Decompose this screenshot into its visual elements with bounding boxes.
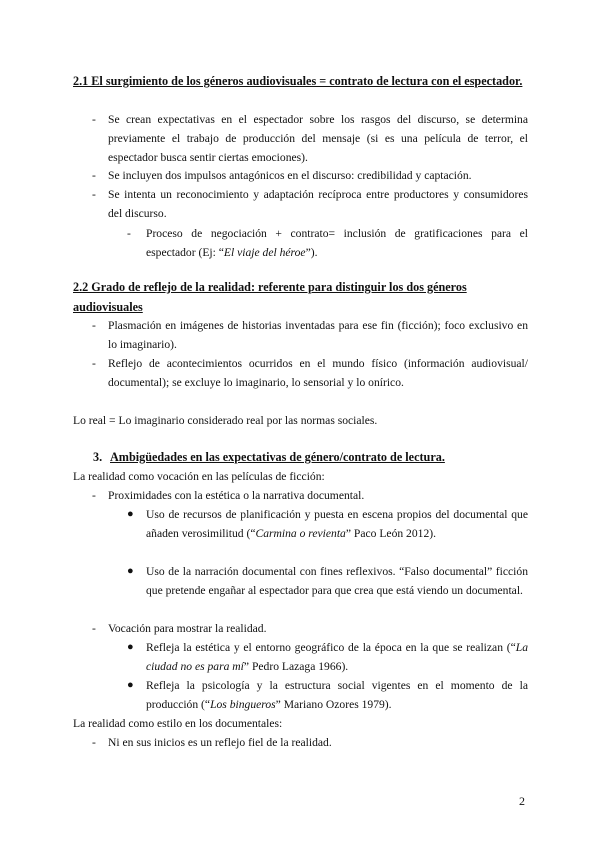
section-2-2-heading: 2.2 Grado de reflejo de la realidad: referente para distinguir los dos géneros audiovisuales (73, 280, 467, 314)
section-3-bullet: Refleja la estética y el entorno geográfico de la época en la que se realizan (“La ciudad no es para mí” Pedro Lazaga 1966). (146, 641, 528, 673)
section-2-1-item: Se intenta un reconocimiento y adaptación recíproca entre productores y consumidores del discurso. (108, 188, 528, 220)
bullet-marker: ● (127, 679, 134, 691)
section-3-item: Ni en sus inicios es un reflejo fiel de la realidad. (108, 736, 332, 749)
dash-marker: - (92, 113, 96, 126)
bullet-marker: ● (127, 565, 134, 577)
section-2-2-item: Plasmación en imágenes de historias inventadas para ese fin (ficción); foco exclusivo en lo imaginario). (108, 319, 528, 351)
section-3-bullet: Refleja la psicología y la estructura social vigentes en el momento de la producción (“Los bingueros” Mariano Ozores 1979). (146, 679, 528, 711)
section-2-1-item: Se crean expectativas en el espectador sobre los rasgos del discurso, se determina previamente el trabajo de producción del mensaje (si es una película de terror, el espectador busca sentir ciertas emociones). (108, 113, 528, 164)
dash-marker: - (127, 227, 131, 240)
section-2-1-heading: 2.1 El surgimiento de los géneros audiovisuales = contrato de lectura con el espectador. (73, 74, 523, 88)
dash-marker: - (92, 736, 96, 749)
section-3-bullet: Uso de recursos de planificación y puesta en escena propios del documental que añaden verosimilitud (“Carmina o revienta” Paco León 2012). (146, 508, 528, 540)
real-note: Lo real = Lo imaginario considerado real por las normas sociales. (73, 414, 378, 427)
section-2-1-subitem: Proceso de negociación + contrato= inclusión de gratificaciones para el espectador (Ej: “El viaje del héroe”). (146, 227, 528, 259)
section-3-number: 3. (93, 450, 103, 464)
documentary-intro: La realidad como estilo en los documentales: (73, 717, 283, 730)
section-2-2-item: Reflejo de acontecimientos ocurridos en el mundo físico (información audiovisual/ documental); se excluye lo imaginario, lo sensorial y lo onírico. (108, 357, 528, 389)
page-number: 2 (519, 794, 525, 808)
dash-marker: - (92, 357, 96, 370)
section-3-item: Vocación para mostrar la realidad. (108, 622, 267, 635)
bullet-marker: ● (127, 641, 134, 653)
section-2-1-item: Se incluyen dos impulsos antagónicos en el discurso: credibilidad y captación. (108, 169, 472, 182)
bullet-marker: ● (127, 508, 134, 520)
dash-marker: - (92, 622, 96, 635)
section-3-heading: Ambigüedades en las expectativas de género/contrato de lectura. (110, 450, 445, 464)
section-3-item: Proximidades con la estética o la narrativa documental. (108, 489, 365, 502)
section-3-bullet: Uso de la narración documental con fines reflexivos. “Falso documental” ficción que pretende engañar al espectador para que crea que está viendo un documental. (146, 565, 528, 597)
fiction-intro: La realidad como vocación en las películas de ficción: (73, 470, 325, 483)
dash-marker: - (92, 188, 96, 201)
dash-marker: - (92, 489, 96, 502)
dash-marker: - (92, 319, 96, 332)
dash-marker: - (92, 169, 96, 182)
